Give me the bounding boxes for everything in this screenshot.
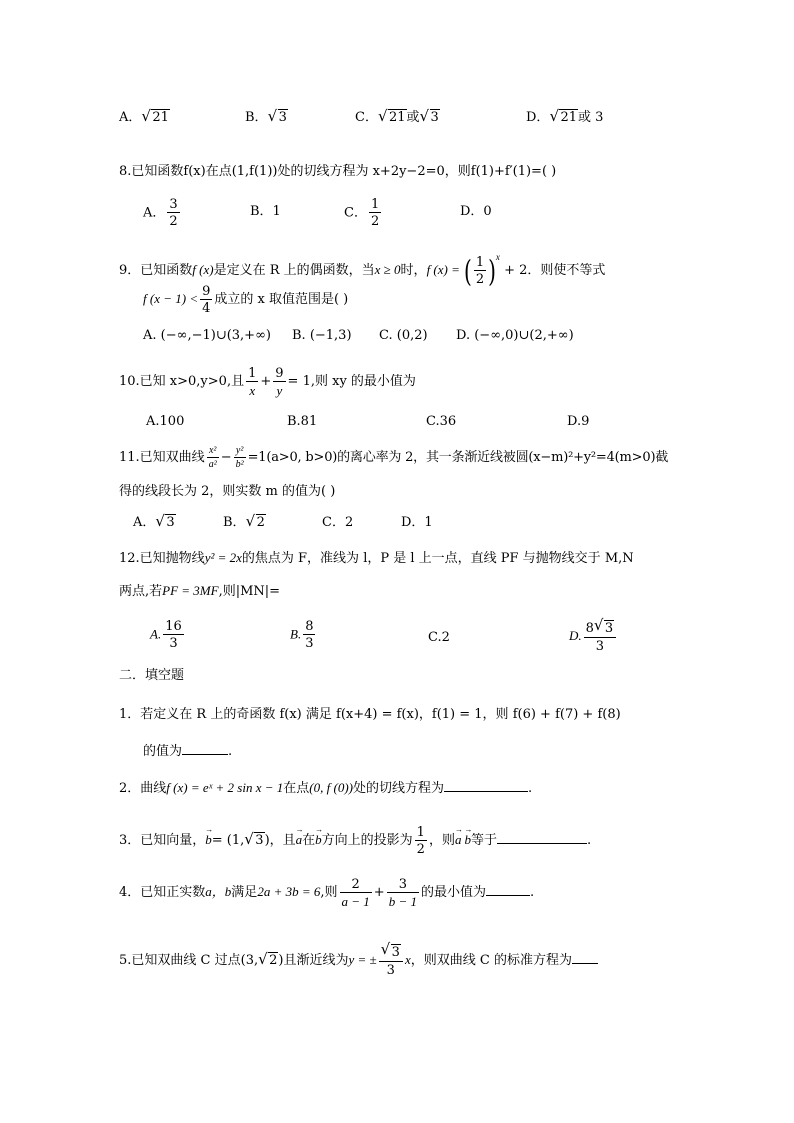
numerator: 3 <box>169 197 178 212</box>
q8-option-b: B．1 <box>250 204 281 219</box>
q8-stem: 8.已知函数f(x)在点(1,f(1))处的切线方程为 x+2y−2=0，则f(1)+f′(1)=( ) <box>119 164 557 179</box>
question-text: =1(a>0, b>0)的离心率为 2，其一条渐近线被圆(x−m)²+y²=4(m>0)截 <box>247 450 669 465</box>
q11-option-c: C．2 <box>322 515 354 530</box>
fraction <box>340 878 372 908</box>
answer-blank <box>497 842 587 844</box>
option-label: C． <box>344 205 367 221</box>
sqrt-symbol <box>156 513 175 533</box>
option-label: B． <box>245 110 268 125</box>
denominator: 2 <box>169 214 178 229</box>
radicand: 3 <box>278 110 287 125</box>
numerator: 1 <box>248 365 257 381</box>
math-expr: x ≥ 0 <box>374 262 401 277</box>
denominator: a − 1 <box>341 893 370 909</box>
question-text: 成立的 x 取值范围是( ) <box>214 292 349 307</box>
exponent: x <box>495 252 500 262</box>
question-text: )，且 <box>264 833 296 848</box>
q10-option-b: B.81 <box>287 414 318 429</box>
question-text: . <box>529 885 535 900</box>
numerator: 9 <box>202 283 211 299</box>
question-text: 满足 <box>231 885 258 900</box>
sqrt-symbol <box>142 108 170 128</box>
question-text: 10.已知 x>0,y>0,且 <box>119 374 245 389</box>
fill-4 <box>119 872 534 912</box>
denominator: 2 <box>475 271 485 287</box>
plus-sign: + <box>260 374 272 389</box>
fill-1-line-1: 1．若定义在 R 上的奇函数 f(x) 满足 f(x+4) = f(x)，f(1) = 1，则 f(6) + f(7) + f(8) <box>119 707 621 722</box>
sqrt-symbol <box>269 108 288 128</box>
question-text: . <box>528 781 533 796</box>
numerator: y² <box>234 446 246 458</box>
fraction <box>200 285 212 315</box>
numerator: x² <box>207 446 219 458</box>
q12-line-2 <box>119 581 280 601</box>
question-text: 时， <box>400 263 427 278</box>
q7-option-b <box>245 108 288 128</box>
math-expr: f (x) = eˣ + 2 sin x − 1 <box>166 780 284 795</box>
vector-b: → b <box>205 820 212 860</box>
question-text: 4．已知正实数 <box>119 885 206 900</box>
q10-stem <box>119 362 416 402</box>
q7-option-c <box>355 108 440 128</box>
q11-line-2: 得的线段长为 2，则实数 m 的值为( ) <box>119 484 336 499</box>
sqrt-symbol <box>379 108 407 128</box>
math-expr: = (1, <box>211 833 245 848</box>
denominator: 3 <box>386 963 395 978</box>
fraction <box>273 367 285 397</box>
fill-3 <box>119 820 591 860</box>
vector-a: → a <box>296 820 303 860</box>
sqrt-symbol <box>245 821 264 861</box>
q10-option-d: D.9 <box>567 414 590 429</box>
q9-line-1 <box>119 240 606 289</box>
q9-line-2 <box>143 284 348 314</box>
question-text: 的焦点为 F，准线为 l，P 是 l 上一点，直线 PF 与抛物线交于 M,N <box>241 551 634 566</box>
fill-5 <box>119 938 598 982</box>
radicand: 3 <box>255 833 264 848</box>
fraction <box>415 826 427 856</box>
question-text: 等于 <box>470 833 497 848</box>
question-text: 12.已知抛物线 <box>119 551 205 566</box>
question-text: ，则 <box>428 833 455 848</box>
vector-b: → b <box>315 820 322 860</box>
fraction <box>369 198 381 228</box>
option-tail: 或 3 <box>577 110 604 125</box>
answer-blank <box>182 753 228 755</box>
question-text: 11.已知双曲线 <box>119 450 205 465</box>
denominator: x <box>249 382 256 398</box>
math-expr: ) <box>278 953 284 968</box>
option-label: D. <box>569 628 582 643</box>
sqrt-symbol <box>550 108 578 128</box>
question-text: 在 <box>302 833 316 848</box>
q9-option-c: C. (0,2) <box>379 328 428 343</box>
numerator <box>584 620 617 638</box>
question-text: ,则|MN|= <box>218 584 281 599</box>
denominator: 3 <box>169 636 178 651</box>
answer-blank <box>444 790 528 792</box>
q12-option-d <box>569 620 618 653</box>
numerator: 16 <box>165 619 182 634</box>
question-text: + 2．则使不等式 <box>504 263 606 278</box>
fraction <box>474 256 486 286</box>
question-text: 且渐近线为 <box>283 953 349 968</box>
question-text: 9．已知函数 <box>119 263 193 278</box>
option-label: B． <box>223 515 246 530</box>
q12-option-c: C.2 <box>428 630 450 645</box>
q10-option-a: A.100 <box>146 414 185 429</box>
q9-option-b: B. (−1,3) <box>292 328 352 343</box>
question-text: ，则双曲线 C 的标准方程为 <box>410 953 572 968</box>
option-label: C． <box>355 110 378 125</box>
vector-equation: PF = 3MF <box>162 583 219 598</box>
q11-option-a <box>133 513 176 533</box>
plus-sign: + <box>373 885 385 900</box>
sqrt-symbol <box>595 620 614 636</box>
math-expr: f (x − 1) < <box>143 291 199 306</box>
question-text: 是定义在 R 上的偶函数，当 <box>213 263 375 278</box>
denominator: 2 <box>416 841 425 857</box>
radicand: 3 <box>391 945 400 960</box>
option-label: D． <box>526 110 550 125</box>
question-text: 2．曲线 <box>119 781 167 796</box>
numerator: 8 <box>305 619 314 634</box>
q12-option-b <box>290 620 317 650</box>
math-expr: a，b <box>205 884 232 899</box>
radicand: 3 <box>430 110 439 125</box>
radicand: 21 <box>388 110 406 125</box>
radicand: 2 <box>256 515 265 530</box>
numerator: 3 <box>387 878 419 893</box>
math-expr: y² = 2x <box>204 550 242 565</box>
option-label: B. <box>290 626 302 642</box>
math-expr: f (x) = <box>426 262 460 277</box>
vector-b: → b <box>464 820 471 860</box>
fraction <box>387 878 419 908</box>
fraction <box>246 367 258 397</box>
q11-option-d: D．1 <box>401 515 433 530</box>
q9-option-a: A. (−∞,−1)∪(3,+∞) <box>143 328 271 343</box>
q8-option-a <box>143 198 182 228</box>
numerator: 1 <box>475 254 485 270</box>
minus-sign: − <box>220 450 232 465</box>
q11-line-1 <box>119 440 668 476</box>
q9-option-d: D. (−∞,0)∪(2,+∞) <box>456 328 574 343</box>
q8-option-c <box>344 198 383 228</box>
question-text: 方向上的投影为 <box>321 833 413 848</box>
fraction <box>584 620 617 653</box>
fraction <box>379 944 403 977</box>
math-expr: 2a + 3b = 6 <box>257 884 321 899</box>
denominator: 3 <box>595 639 605 654</box>
radicand: 3 <box>604 621 614 636</box>
q11-option-b <box>223 513 266 533</box>
answer-blank <box>572 962 598 964</box>
q7-option-d <box>526 108 603 128</box>
q7-option-a <box>119 108 170 128</box>
option-label: A． <box>119 110 142 125</box>
question-text: 两点,若 <box>119 584 163 599</box>
q10-option-c: C.36 <box>426 414 457 429</box>
numerator: 2 <box>340 878 372 893</box>
question-text: 的值为 <box>143 744 183 759</box>
denominator: 3 <box>305 636 314 651</box>
option-label: A. <box>150 626 162 642</box>
question-text: ,则 <box>320 885 338 900</box>
math-expr: (0, f (0)) <box>309 780 353 795</box>
option-label: A． <box>133 515 156 530</box>
math-expr: y = ± <box>348 952 377 967</box>
math-expr: (3, <box>240 953 259 968</box>
or-text: 或 <box>406 110 420 125</box>
fill-2 <box>119 778 532 798</box>
denominator: b − 1 <box>388 893 417 909</box>
denominator: y <box>276 382 283 398</box>
sqrt-symbol <box>247 513 266 533</box>
vector-a: → a <box>455 820 462 860</box>
denominator: 4 <box>202 300 211 316</box>
question-text: = 1,则 xy 的最小值为 <box>287 374 416 389</box>
question-text: . <box>228 744 233 759</box>
numerator: 1 <box>370 197 380 212</box>
fraction <box>234 446 246 470</box>
question-text: 3．已知向量， <box>119 833 206 848</box>
coefficient: 8 <box>585 621 594 636</box>
numerator: 9 <box>275 365 284 381</box>
q8-option-d: D．0 <box>460 204 492 219</box>
question-text: 5.已知双曲线 C 过点 <box>119 953 241 968</box>
math-expr: f (x) <box>192 262 214 277</box>
question-text: 处的切线方程为 <box>352 781 444 796</box>
sqrt-symbol <box>259 939 278 983</box>
fraction <box>167 198 179 228</box>
question-text: . <box>586 833 592 848</box>
numerator <box>379 944 403 962</box>
section-heading: 二．填空题 <box>119 668 185 683</box>
fraction <box>207 446 219 470</box>
sqrt-symbol <box>382 944 401 960</box>
math-expr: x <box>404 952 411 967</box>
radicand: 21 <box>152 110 169 125</box>
numerator: 1 <box>416 824 425 840</box>
q12-option-a <box>150 620 186 650</box>
fraction <box>163 620 184 650</box>
radicand: 3 <box>166 515 175 530</box>
option-label: A． <box>143 205 166 221</box>
sqrt-symbol <box>421 108 440 128</box>
right-paren: ) <box>488 252 496 289</box>
radicand: 2 <box>269 953 278 968</box>
answer-blank <box>486 894 530 896</box>
fill-1-line-2 <box>143 742 232 762</box>
q12-line-1 <box>119 548 634 568</box>
denominator: a² <box>208 458 217 470</box>
question-text: 在点 <box>283 781 310 796</box>
denominator: 2 <box>370 214 380 229</box>
question-text: 的最小值为 <box>420 885 486 900</box>
denominator: b² <box>235 458 244 470</box>
fraction <box>303 620 315 650</box>
left-paren: ( <box>464 252 472 289</box>
radicand: 21 <box>560 110 577 125</box>
